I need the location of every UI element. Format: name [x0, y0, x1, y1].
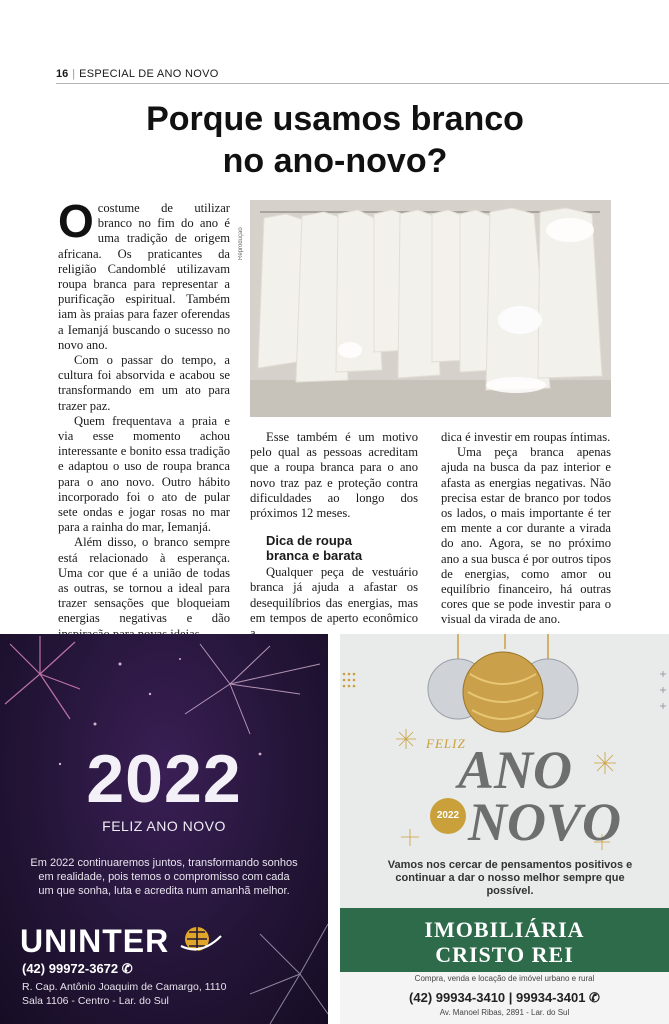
- ad-slogan: Vamos nos cercar de pensamentos positivos e continuar a dar o nosso melhor sempre que possível.: [387, 859, 633, 897]
- whatsapp-icon: ✆: [589, 990, 600, 1005]
- ad-message: Em 2022 continuaremos juntos, transformando sonhos em realidade, pois temos o compromisso com cada um que sonha, luta e acredita num amanhã melhor.: [30, 857, 298, 897]
- uninter-ad: [0, 634, 328, 1024]
- article-column-1: [58, 195, 230, 642]
- ad-year: 2022: [86, 741, 242, 817]
- paragraph: [58, 195, 230, 353]
- paragraph: Qualquer peça de vestuário branca já ajuda a afastar os desequilíbrios das energias, mas em tempos de aperto econômico: [250, 565, 418, 625]
- subheading-line2: branca e barata: [266, 548, 363, 564]
- feliz-text: FELIZ: [426, 736, 466, 751]
- paragraph: Com o passar do tempo, a cultura foi absorvida e acabou se transformando em um ato para trazer paz.: [58, 353, 230, 413]
- ano-text: ANO: [458, 740, 573, 800]
- uninter-logo: [20, 922, 223, 960]
- paragraph: dica é investir em roupas íntimas.: [441, 430, 611, 444]
- article-title-line1: Porque usamos branco: [146, 100, 524, 138]
- whatsapp-icon: ✆: [121, 961, 133, 976]
- subheading-line1: Dica de roupa: [266, 533, 352, 549]
- article-column-3: [441, 430, 611, 628]
- header-divider: |: [72, 68, 76, 80]
- ad-phone: [340, 990, 669, 1006]
- page-number: 16: [56, 68, 69, 80]
- article-title-line2: no ano-novo?: [222, 142, 448, 180]
- white-clothes-photo: [250, 200, 611, 417]
- year-badge: 2022: [430, 798, 466, 834]
- section-title: ESPECIAL DE ANO NOVO: [79, 68, 219, 80]
- drop-cap: O: [58, 195, 94, 247]
- ad-phone-text: (42) 99972-3672: [22, 961, 119, 976]
- imobiliaria-ad: [340, 634, 669, 1024]
- ad-address-line2: Sala 1106 - Centro - Lar. do Sul: [22, 995, 169, 1007]
- ad-address-line1: R. Cap. Antônio Joaquim de Camargo, 1110: [22, 981, 227, 993]
- uninter-logo-text: UNINTER: [20, 923, 170, 959]
- paragraph: Além disso, o branco sempre está relacionado à esperança. Uma cor que é a união de todas as outras, se tornou a ideal para trazer sensações que bloqueiam energias negativas e dão: [58, 535, 230, 626]
- paragraph: Quem frequentava a praia e via esse momento achou interessante e bonito essa tradição e adaptou o uso de roupa branca para o ano novo. Outro hábito incorporado foi o ato de pular sete ondas e jogar rosas no mar para a rainha do mar, Iemanjá.: [58, 413, 230, 535]
- brand-name-line2: CRISTO REI: [435, 942, 574, 967]
- ad-phone-text: (42) 99934-3410 | 99934-3401: [409, 990, 586, 1005]
- photo-credit: Reprodução: [238, 227, 244, 260]
- paragraph: Esse também é um motivo pelo qual as pessoas acreditam que a roupa branca para o ano novo traz paz e proteção contra dificuldades ao longo dos próximos 12 meses.: [250, 430, 418, 521]
- brand-tagline: Compra, venda e locação de imóvel urbano e rural: [414, 974, 595, 983]
- subheading: [266, 533, 418, 563]
- article-column-2: [250, 430, 418, 641]
- clothes-rack-illustration: [250, 200, 611, 417]
- ad-greeting: FELIZ ANO NOVO: [102, 818, 226, 834]
- globe-icon: [179, 922, 223, 956]
- paragraph: Uma peça branca apenas ajuda na busca da paz interior e afasta as energias negativas. Não precisa estar de branco por todos os lados, o mais importante é ter em mente a cor durante a virada do ano. Agora, se no próximo ano a sua busca é por outros tipos de energias, como amor ou equilíbrio financeiro, há outras cores que se pode investir para o visual da virada de ano.: [441, 445, 611, 627]
- brand-name-line1: IMOBILIÁRIA: [424, 917, 585, 942]
- article-title: [56, 98, 614, 182]
- paragraph-text: costume de utilizar branco no fim do ano é uma tradição de origem africana. Os praticantes da religião Candomblé utilizavam roupa branca para representar a purificação espiritual. Também iam às praias para fazer oferendas a Iemanjá buscando o sucesso no novo ano.: [58, 201, 230, 352]
- page-header: [56, 66, 669, 84]
- ad-phone: [22, 961, 133, 977]
- ad-address: Av. Manoel Ribas, 2891 - Lar. do Sul: [439, 1008, 570, 1017]
- novo-text: NOVO: [468, 792, 622, 852]
